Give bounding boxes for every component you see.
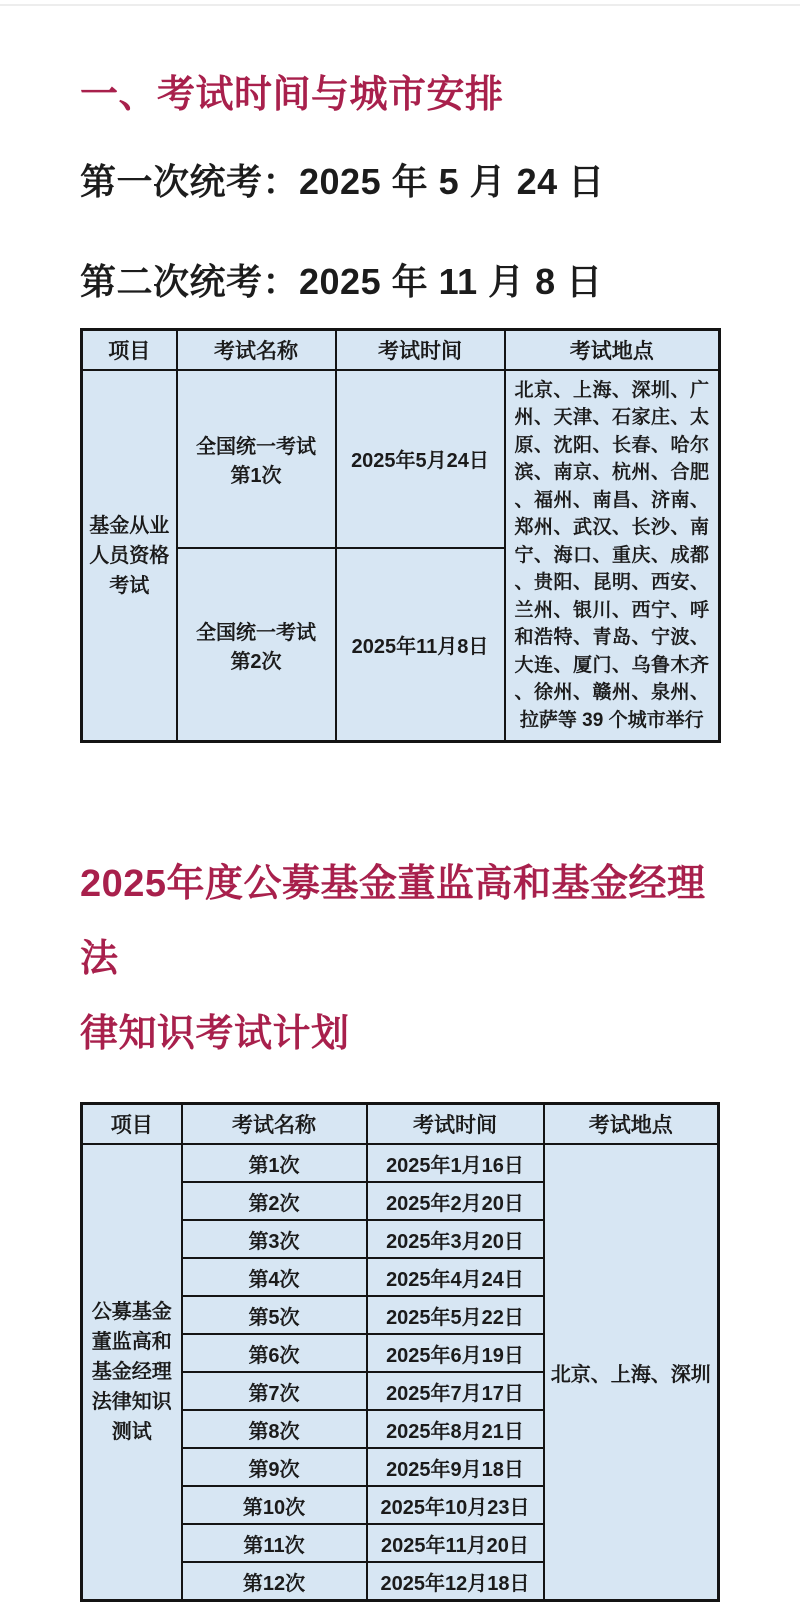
exam-name-cell: 第10次 xyxy=(182,1486,367,1524)
exam-name-line1: 全国统一考试 xyxy=(196,435,316,458)
exam-time-cell: 2025年12月18日 xyxy=(367,1562,544,1601)
exam-name-cell: 第12次 xyxy=(182,1562,367,1601)
exam-name-line2: 第1次 xyxy=(230,464,282,487)
exam-name-cell xyxy=(177,370,336,548)
exam-name-cell: 第5次 xyxy=(182,1296,367,1334)
exam-time-cell: 2025年1月16日 xyxy=(367,1144,544,1182)
exam-time-cell: 2025年2月20日 xyxy=(367,1182,544,1220)
exam-time-cell: 2025年7月17日 xyxy=(367,1372,544,1410)
header-exam-name: 考试名称 xyxy=(182,1104,367,1145)
table-header-row xyxy=(82,1104,719,1145)
top-divider xyxy=(0,4,800,6)
header-exam-location: 考试地点 xyxy=(505,329,720,370)
exam-time-cell: 2025年9月18日 xyxy=(367,1448,544,1486)
national-exam-table xyxy=(80,328,721,744)
section2-title-line2: 律知识考试计划 xyxy=(80,1013,350,1056)
header-exam-time: 考试时间 xyxy=(367,1104,544,1145)
exam-name-cell: 第9次 xyxy=(182,1448,367,1486)
exam-name-cell: 第4次 xyxy=(182,1258,367,1296)
exam2-date-statement: 第二次统考：2025 年 11 月 8 日 xyxy=(80,260,603,302)
exam-location-cell: 北京、上海、深圳 xyxy=(544,1144,719,1601)
exam-name-cell: 第11次 xyxy=(182,1524,367,1562)
exam-name-line2: 第2次 xyxy=(230,650,282,673)
section2-title-line1: 2025年度公募基金董监高和基金经理法 xyxy=(80,863,706,981)
exam-name-cell: 第1次 xyxy=(182,1144,367,1182)
exam-time-cell: 2025年8月21日 xyxy=(367,1410,544,1448)
exam-time-cell: 2025年3月20日 xyxy=(367,1220,544,1258)
page-content xyxy=(0,76,800,1602)
exam-time-cell: 2025年5月22日 xyxy=(367,1296,544,1334)
table-header-row xyxy=(82,329,720,370)
exam-name-cell xyxy=(177,548,336,742)
section2-title xyxy=(80,847,720,1072)
exam-name-cell: 第8次 xyxy=(182,1410,367,1448)
exam-name-cell: 第6次 xyxy=(182,1334,367,1372)
exam-time-cell: 2025年4月24日 xyxy=(367,1258,544,1296)
exam1-date-statement: 第一次统考：2025 年 5 月 24 日 xyxy=(80,160,605,202)
exam-time-cell: 2025年11月20日 xyxy=(367,1524,544,1562)
exam-location-cell: 北京、上海、深圳、广州、天津、石家庄、太原、沈阳、长春、哈尔滨、南京、杭州、合肥、福州、南昌、济南、郑州、武汉、长沙、南宁、海口、重庆、成都、贵阳、昆明、西安、兰州、银川、西宁、呼和浩特、青岛、宁波、大连、厦门、乌鲁木齐、徐州、赣州、泉州、拉萨等 39 个城市举行 xyxy=(505,370,720,742)
header-project: 项目 xyxy=(82,1104,182,1145)
exam-name-cell: 第7次 xyxy=(182,1372,367,1410)
table-row xyxy=(82,370,720,548)
exam-time-cell: 2025年10月23日 xyxy=(367,1486,544,1524)
exam-time-cell: 2025年5月24日 xyxy=(336,370,505,548)
table-row xyxy=(82,1144,719,1182)
header-project: 项目 xyxy=(82,329,177,370)
exam-name-cell: 第2次 xyxy=(182,1182,367,1220)
header-exam-location: 考试地点 xyxy=(544,1104,719,1145)
exam-name-line1: 全国统一考试 xyxy=(196,621,316,644)
exam-name-cell: 第3次 xyxy=(182,1220,367,1258)
exam-time-cell: 2025年6月19日 xyxy=(367,1334,544,1372)
project-cell: 基金从业人员资格考试 xyxy=(82,370,177,742)
header-exam-time: 考试时间 xyxy=(336,329,505,370)
project-cell: 公募基金董监高和基金经理法律知识测试 xyxy=(82,1144,182,1601)
section1-title: 一、考试时间与城市安排 xyxy=(80,74,504,116)
exam-time-cell: 2025年11月8日 xyxy=(336,548,505,742)
header-exam-name: 考试名称 xyxy=(177,329,336,370)
legal-exam-table xyxy=(80,1102,720,1602)
